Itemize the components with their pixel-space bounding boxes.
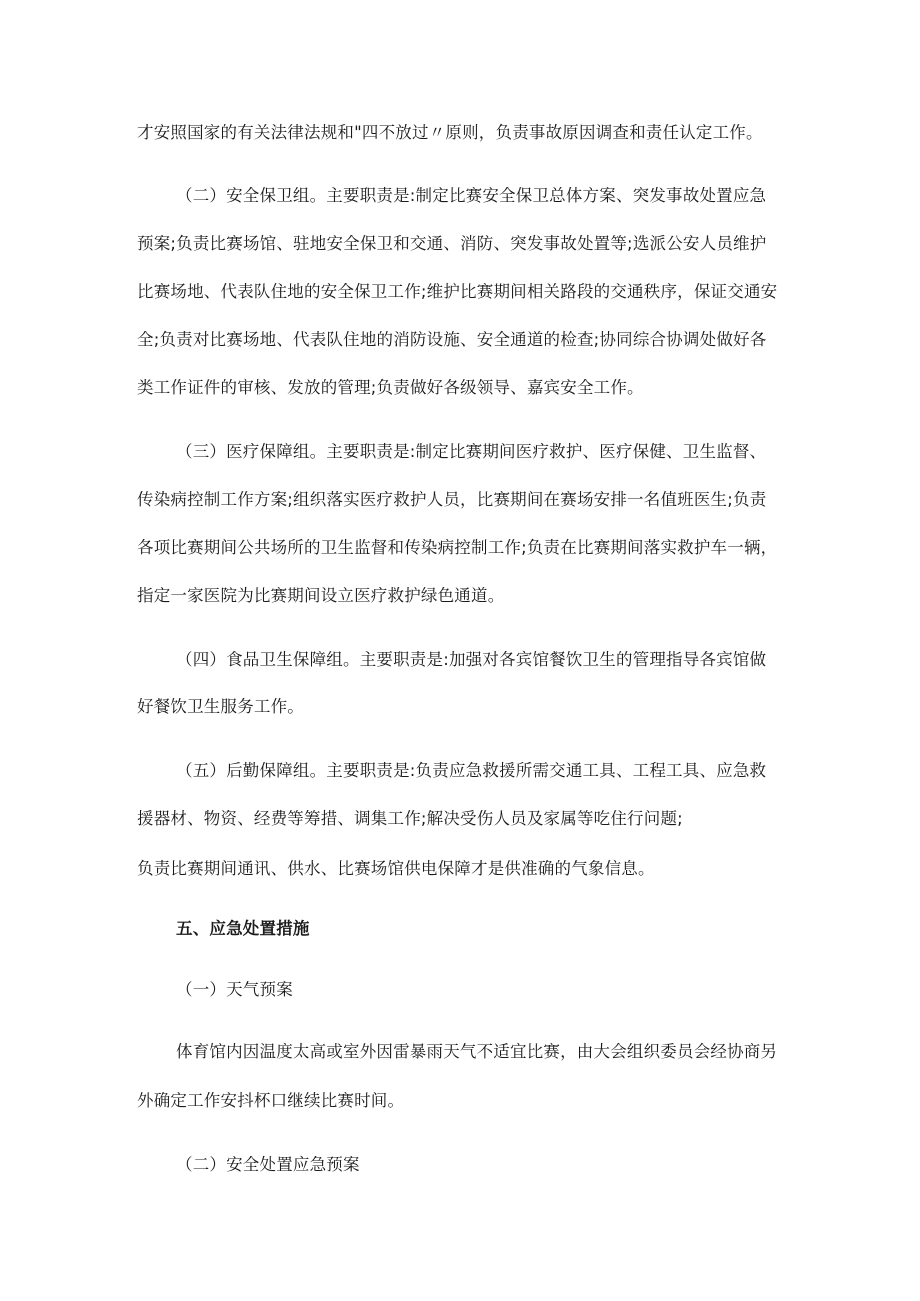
paragraph-line: 传染病控制工作方案;组织落实医疗救护人员，比赛期间在赛场安排一名值班医生;负责 <box>137 490 767 509</box>
section-food-heading-line: （四）食品卫生保障组。主要职责是:加强对各宾馆餐饮卫生的管理指导各宾馆做 <box>176 650 767 669</box>
subsection-weather-title: （一）天气预案 <box>176 980 293 999</box>
paragraph-line: 全;负责对比赛场地、代表队住地的消防设施、安全通道的检查;协同综合协调处做好各 <box>137 330 767 349</box>
paragraph-line: 负责比赛期间通讯、供水、比赛场馆供电保障才是供准确的气象信息。 <box>137 859 655 878</box>
section-title-emergency-measures: 五、应急处置措施 <box>176 919 310 938</box>
paragraph-line: 预案;负责比赛场馆、驻地安全保卫和交通、消防、突发事故处置等;选派公安人员维护 <box>137 234 767 253</box>
paragraph-line: 比赛场地、代表队住地的安全保卫工作;维护比赛期间相关路段的交通秩序，保证交通安 <box>137 282 778 301</box>
paragraph-line: 类工作证件的审核、发放的管理;负责做好各级领导、嘉宾安全工作。 <box>137 378 644 397</box>
paragraph-line: 援器材、物资、经费等筹措、调集工作;解决受伤人员及家属等吃住行问题; <box>137 809 683 828</box>
paragraph-line: 好餐饮卫生服务工作。 <box>137 697 304 716</box>
paragraph-line: 才安照国家的有关法律法规和"四不放过〃原则，负责事故原因调查和责任认定工作。 <box>137 123 763 142</box>
subsection-safety-title: （二）安全处置应急预案 <box>176 1155 360 1174</box>
section-medical-heading-line: （三）医疗保障组。主要职责是:制定比赛期间医疗救护、医疗保健、卫生监督、 <box>176 442 767 461</box>
paragraph-line: 体育馆内因温度太高或室外因雷暴雨天气不适宜比赛，由大会组织委员会经协商另 <box>176 1042 778 1061</box>
section-security-heading-line: （二）安全保卫组。主要职责是:制定比赛安全保卫总体方案、突发事故处置应急 <box>176 186 767 205</box>
paragraph-line: 外确定工作安抖杯口继续比赛时间。 <box>137 1091 405 1110</box>
section-logistics-heading-line: （五）后勤保障组。主要职责是:负责应急救援所需交通工具、工程工具、应急救 <box>176 761 767 780</box>
paragraph-line: 各项比赛期间公共场所的卫生监督和传染病控制工作;负责在比赛期间落实救护车一辆， <box>137 538 778 557</box>
paragraph-line: 指定一家医院为比赛期间设立医疗救护绿色通道。 <box>137 586 505 605</box>
